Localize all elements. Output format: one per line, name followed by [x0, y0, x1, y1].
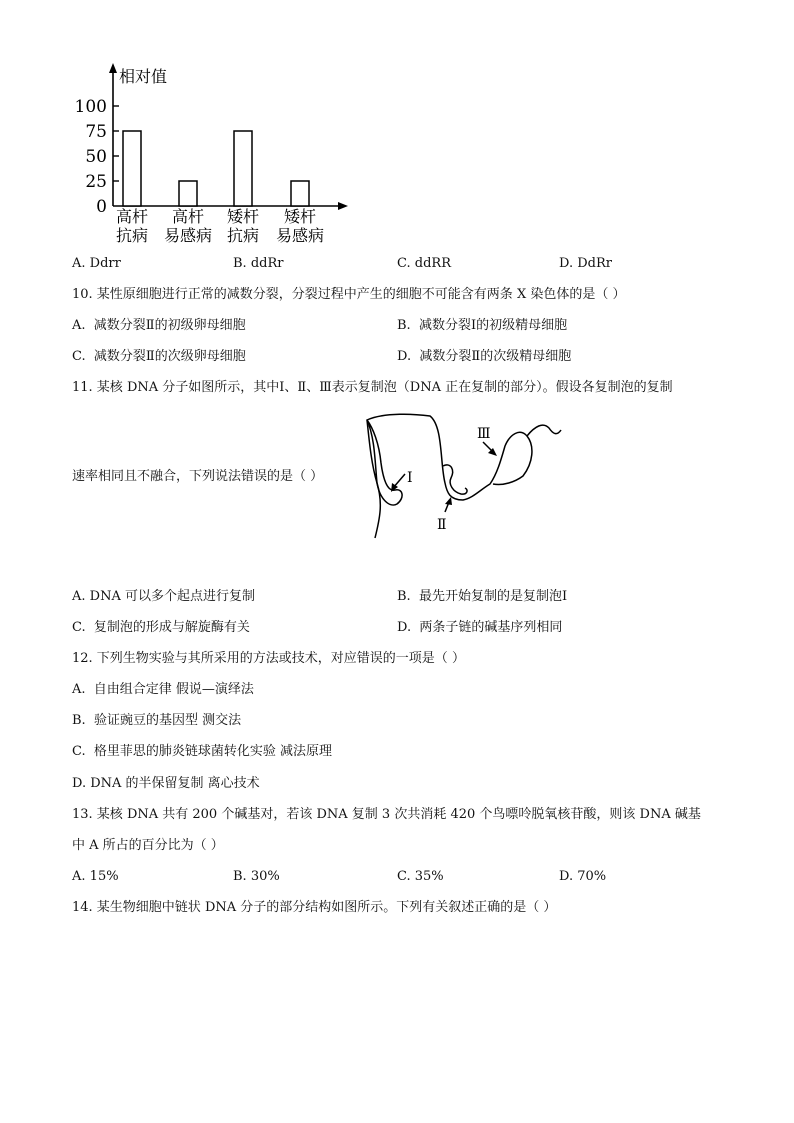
- dna-strand-tail: [527, 425, 561, 436]
- q13-stem-line2: 中 A 所占的百分比为（ ）: [72, 838, 224, 853]
- option-text: 复制泡的形成与解旋酶有关: [93, 620, 250, 635]
- y-tick-label: 25: [85, 172, 107, 192]
- x-category-label: 易感病: [275, 226, 325, 245]
- bar: [179, 181, 197, 206]
- x-category-label: 高杆: [171, 207, 205, 226]
- label-ii: Ⅱ: [437, 517, 447, 533]
- option-letter: A.: [72, 256, 86, 271]
- option-letter: D.: [397, 620, 412, 635]
- y-axis-arrow: [109, 63, 117, 73]
- option-letter: B.: [72, 713, 86, 728]
- x-category-label: 抗病: [226, 226, 260, 245]
- option-text: 验证豌豆的基因型 测交法: [93, 713, 242, 728]
- q11-option-b: [397, 589, 567, 605]
- option-letter: B.: [233, 256, 247, 271]
- bar: [234, 131, 252, 206]
- q13-option-b: [233, 869, 280, 885]
- y-tick-label: 50: [85, 147, 107, 167]
- option-letter: B.: [397, 589, 411, 604]
- option-text: 35%: [414, 869, 444, 884]
- label-iii: Ⅲ: [477, 426, 491, 442]
- option-text: 自由组合定律 假说—演绎法: [93, 682, 254, 697]
- q9-option-a: [72, 256, 121, 272]
- q10-stem: 10. 某性原细胞进行正常的减数分裂，分裂过程中产生的细胞不可能含有两条 X 染色体的是（ ）: [72, 287, 626, 302]
- q13-option-a: [72, 869, 119, 885]
- option-text: Ddrr: [89, 256, 121, 271]
- option-letter: C.: [72, 620, 86, 635]
- option-letter: C.: [397, 869, 411, 884]
- option-letter: D.: [559, 256, 574, 271]
- option-text: ddRR: [414, 256, 451, 271]
- option-letter: A.: [72, 318, 86, 333]
- q11-stem-line1: 11. 某核 DNA 分子如图所示，其中Ⅰ、Ⅱ、Ⅲ表示复制泡（DNA 正在复制的部分）。假设各复制泡的复制: [72, 380, 673, 395]
- x-category-label: 抗病: [115, 226, 149, 245]
- q9-option-d: [559, 256, 612, 272]
- arrow-ii-head: [445, 497, 452, 505]
- option-text: 减数分裂Ⅱ的初级卵母细胞: [93, 318, 246, 333]
- q12-stem: 12. 下列生物实验与其所采用的方法或技术，对应错误的一项是（ ）: [72, 651, 465, 666]
- option-text: DNA 的半保留复制 离心技术: [90, 776, 260, 791]
- q11-option-c: [72, 620, 250, 636]
- y-tick-label: 0: [96, 197, 107, 217]
- y-axis-label: 相对值: [119, 67, 168, 86]
- option-letter: C.: [72, 349, 86, 364]
- option-text: 两条子链的碱基序列相同: [419, 620, 563, 635]
- option-letter: D.: [72, 776, 87, 791]
- q13-stem-line1: 13. 某核 DNA 共有 200 个碱基对，若该 DNA 复制 3 次共消耗 420 个鸟嘌呤脱氧核苷酸，则该 DNA 碱基: [72, 807, 701, 822]
- q10-option-c: [72, 349, 246, 365]
- option-text: 格里菲思的肺炎链球菌转化实验 减法原理: [93, 744, 333, 759]
- q11-option-a: [72, 589, 255, 605]
- q12-option-d: [72, 776, 260, 792]
- option-letter: D.: [559, 869, 574, 884]
- option-letter: A.: [72, 589, 86, 604]
- option-letter: A.: [72, 869, 86, 884]
- q11-stem-line2: 速率相同且不融合，下列说法错误的是（ ）: [72, 469, 324, 484]
- option-text: DdRr: [577, 256, 612, 271]
- q12-option-c: [72, 744, 332, 760]
- y-tick-label: 75: [85, 122, 107, 142]
- bar: [123, 131, 141, 206]
- option-text: 70%: [577, 869, 607, 884]
- option-letter: C.: [72, 744, 86, 759]
- x-category-label: 高杆: [115, 207, 149, 226]
- x-category-label: 易感病: [163, 226, 213, 245]
- bar: [291, 181, 309, 206]
- label-i: Ⅰ: [407, 470, 413, 486]
- q10-option-a: [72, 318, 246, 334]
- q10-option-b: [397, 318, 567, 334]
- option-text: ddRr: [250, 256, 284, 271]
- q9-option-c: [397, 256, 451, 272]
- option-text: 减数分裂Ⅱ的次级精母细胞: [419, 349, 572, 364]
- q10-option-d: [397, 349, 571, 365]
- option-letter: D.: [397, 349, 412, 364]
- dna-strand-outer: [367, 414, 532, 538]
- option-text: 减数分裂Ⅰ的初级精母细胞: [418, 318, 568, 333]
- x-axis-arrow: [338, 202, 348, 210]
- y-tick-label: 100: [74, 97, 107, 117]
- option-text: DNA 可以多个起点进行复制: [89, 589, 255, 604]
- option-letter: C.: [397, 256, 411, 271]
- q14-stem: 14. 某生物细胞中链状 DNA 分子的部分结构如图所示。下列有关叙述正确的是（ ）: [72, 900, 557, 915]
- bar-chart: [70, 60, 370, 250]
- option-text: 30%: [250, 869, 280, 884]
- option-letter: B.: [397, 318, 411, 333]
- option-letter: B.: [233, 869, 247, 884]
- option-text: 15%: [89, 869, 119, 884]
- q13-option-c: [397, 869, 444, 885]
- option-text: 减数分裂Ⅱ的次级卵母细胞: [93, 349, 246, 364]
- q11-option-d: [397, 620, 562, 636]
- dna-replication-figure: [355, 408, 575, 544]
- option-letter: A.: [72, 682, 86, 697]
- q9-option-b: [233, 256, 283, 272]
- q12-option-a: [72, 682, 254, 698]
- option-text: 最先开始复制的是复制泡Ⅰ: [418, 589, 568, 604]
- q12-option-b: [72, 713, 241, 729]
- q13-option-d: [559, 869, 606, 885]
- x-category-label: 矮杆: [283, 207, 317, 226]
- x-category-label: 矮杆: [226, 207, 260, 226]
